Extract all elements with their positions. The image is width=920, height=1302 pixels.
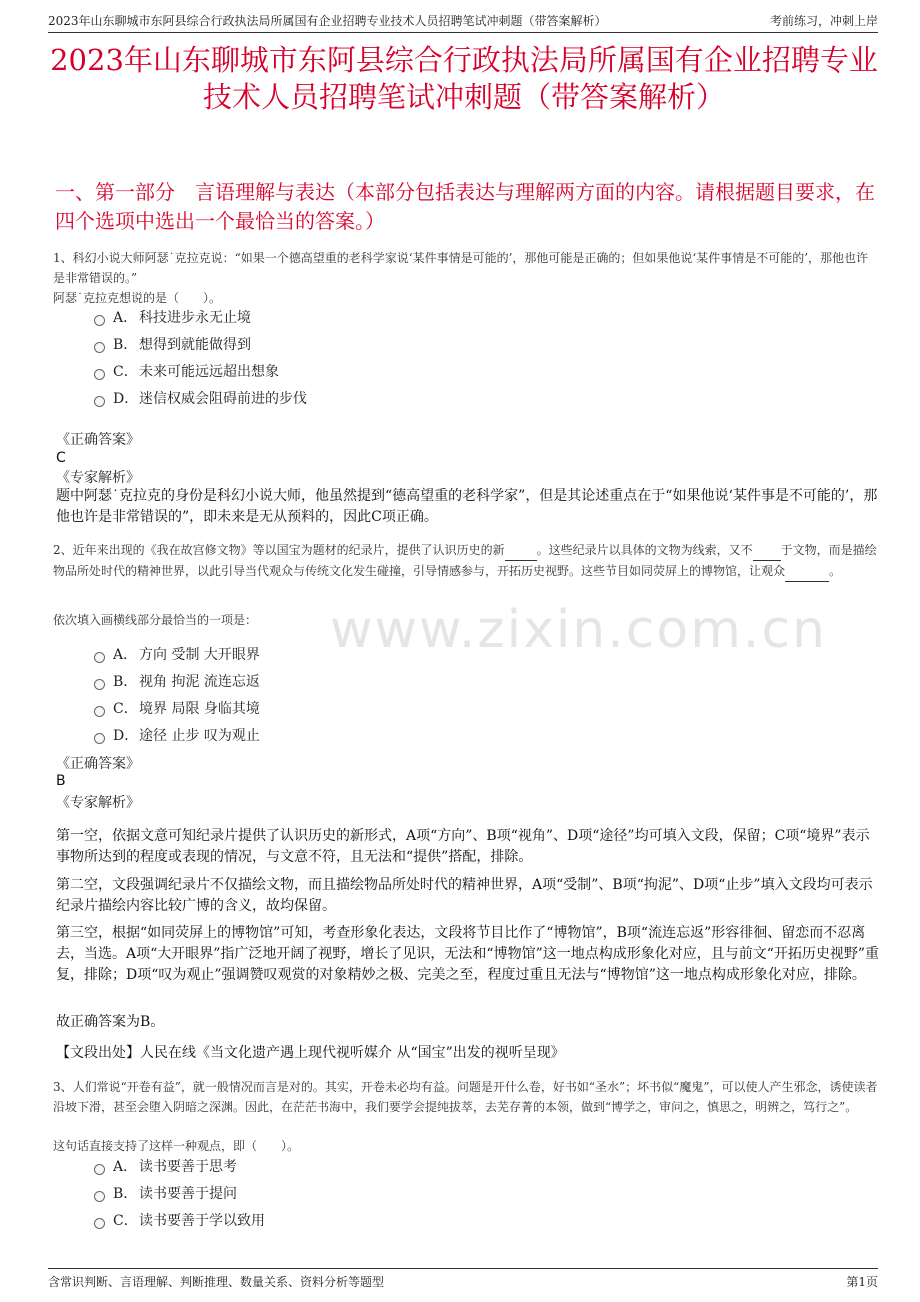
footer-description: 含常识判断、言语理解、判断推理、数量关系、资料分析等题型 [48, 1275, 385, 1289]
q2-source: 【文段出处】人民在线《当文化遗产遇上现代视听媒介 从“国宝”出发的视听呈现》 [56, 1045, 565, 1061]
q2-analysis-label: 《专家解析》 [56, 795, 140, 811]
watermark: www.zixin.com.cn [330, 600, 827, 660]
q2-option-d[interactable]: D．途径 止步 叹为观止 [94, 726, 260, 746]
document-title: 2023年山东聊城市东阿县综合行政执法局所属国有企业招聘专业技术人员招聘笔试冲刺题（带答案解析） [50, 43, 878, 114]
q1-prompt: 阿瑟˙克拉克想说的是（ ）。 [53, 291, 222, 305]
q2-option-a[interactable]: A． 方向 受制 大开眼界 [94, 645, 260, 665]
q1-option-a[interactable]: A． 科技进步永无止境 [94, 308, 251, 328]
q2-analysis-para-3: 第三空，根据“如同荧屏上的博物馆”可知，考查形象化表达，文段将节目比作了“博物馆”，B项“流连忘返”形容徘徊、留恋而不忍离去，当选。A项“大开眼界”指广泛地开阔了视野，增长了见识，无法和“博物馆”这一地点构成形象化对应，且与前文“开拓历史视野”重复，排除；D项“叹为观止”强调赞叹观赏的对象精妙之极、完美之至，程度过重且无法与“博物馆”这一地点构成形象化对应，排除。 [56, 925, 880, 983]
q2-answer: B [56, 773, 66, 789]
q3-option-b[interactable]: B． 读书要善于提问 [94, 1184, 237, 1204]
q2-blank-3 [785, 561, 829, 582]
q3-option-a[interactable]: A． 读书要善于思考 [94, 1157, 237, 1177]
radio-icon[interactable] [94, 652, 105, 663]
radio-icon[interactable] [94, 342, 105, 353]
radio-icon[interactable] [94, 679, 105, 690]
q2-stem: 2、近年来出现的《我在故宫修文物》等以国宝为题材的纪录片，提供了认识历史的新 。这些纪录片以具体的文物为线索，又不 于文物，而是描绘物品所处时代的精神世界，以此引导当代观众与传统文化发生碰撞，引导情感参与，开拓历史视野。这些节目如同荧屏上的博物馆，让观众 。 [53, 540, 880, 582]
header-slogan: 考前练习，冲刺上岸 [769, 14, 878, 28]
radio-icon[interactable] [94, 1218, 105, 1229]
radio-icon[interactable] [94, 1191, 105, 1202]
header-doc-title: 2023年山东聊城市东阿县综合行政执法局所属国有企业招聘专业技术人员招聘笔试冲刺题（带答案解析） [48, 14, 607, 28]
q1-option-c[interactable]: C．未来可能远远超出想象 [94, 362, 279, 382]
q2-prompt: 依次填入画横线部分最恰当的一项是： [53, 613, 258, 627]
page-header [48, 10, 878, 33]
page-number: 第1页 [846, 1275, 878, 1289]
radio-icon[interactable] [94, 1164, 105, 1175]
q3-stem: 3、人们常说“开卷有益”，就一般情况而言是对的。其实，开卷未必均有益。问题是开什么卷，好书如“圣水”；坏书似“魔鬼”，可以使人产生邪念，诱使读者沿坡下滑，甚至会堕入阴暗之深渊。因此，在茫茫书海中，我们要学会提纯拔萃，去芜存菁的本领，做到“博学之，审问之，慎思之，明辨之，笃行之”。 [53, 1080, 878, 1114]
page-footer [48, 1268, 878, 1291]
q1-option-d[interactable]: D．迷信权威会阻碍前进的步伐 [94, 389, 307, 409]
radio-icon[interactable] [94, 315, 105, 326]
q1-stem: 1、科幻小说大师阿瑟˙克拉克说：“如果一个德高望重的老科学家说‘某件事情是可能的’，那他可能是正确的；但如果他说‘某件事情是不可能的’，那他也许是非常错误的。” [53, 251, 869, 285]
q2-blank-1 [505, 540, 537, 561]
q2-analysis-para-4: 故正确答案为B。 [56, 1014, 165, 1030]
q1-answer-label: 《正确答案》 [56, 432, 140, 448]
q2-option-c[interactable]: C．境界 局限 身临其境 [94, 699, 260, 719]
q2-analysis-para-2: 第二空，文段强调纪录片不仅描绘文物，而且描绘物品所处时代的精神世界，A项“受制”、B项“拘泥”、D项“止步”填入文段均可表示纪录片描绘内容比较广博的含义，故均保留。 [56, 877, 873, 914]
radio-icon[interactable] [94, 396, 105, 407]
q1-answer: C [56, 450, 66, 466]
q3-option-c[interactable]: C．读书要善于学以致用 [94, 1211, 265, 1231]
q2-analysis-para-1: 第一空，依据文意可知纪录片提供了认识历史的新形式，A项“方向”、B项“视角”、D项“途径”均可填入文段，保留；C项“境界”表示事物所达到的程度或表现的情况，与文意不符，且无法和“提供”搭配，排除。 [56, 828, 870, 865]
radio-icon[interactable] [94, 706, 105, 717]
section-heading: 一、第一部分 言语理解与表达（本部分包括表达与理解两方面的内容。请根据题目要求，在四个选项中选出一个最恰当的答案。） [55, 180, 875, 233]
q1-analysis-label: 《专家解析》 [56, 470, 140, 486]
q2-blank-2 [753, 540, 781, 561]
q3-prompt: 这句话直接支持了这样一种观点，即（ ）。 [53, 1139, 300, 1153]
radio-icon[interactable] [94, 733, 105, 744]
q1-option-b[interactable]: B． 想得到就能做得到 [94, 335, 251, 355]
q1-analysis: 题中阿瑟˙克拉克的身份是科幻小说大师，他虽然提到“德高望重的老科学家”，但是其论述重点在于“如果他说‘某件事是不可能的’，那他也许是非常错误的”，即未来是无从预料的，因此C项正确。 [56, 488, 878, 525]
q2-answer-label: 《正确答案》 [56, 756, 140, 772]
radio-icon[interactable] [94, 369, 105, 380]
q2-option-b[interactable]: B． 视角 拘泥 流连忘返 [94, 672, 260, 692]
